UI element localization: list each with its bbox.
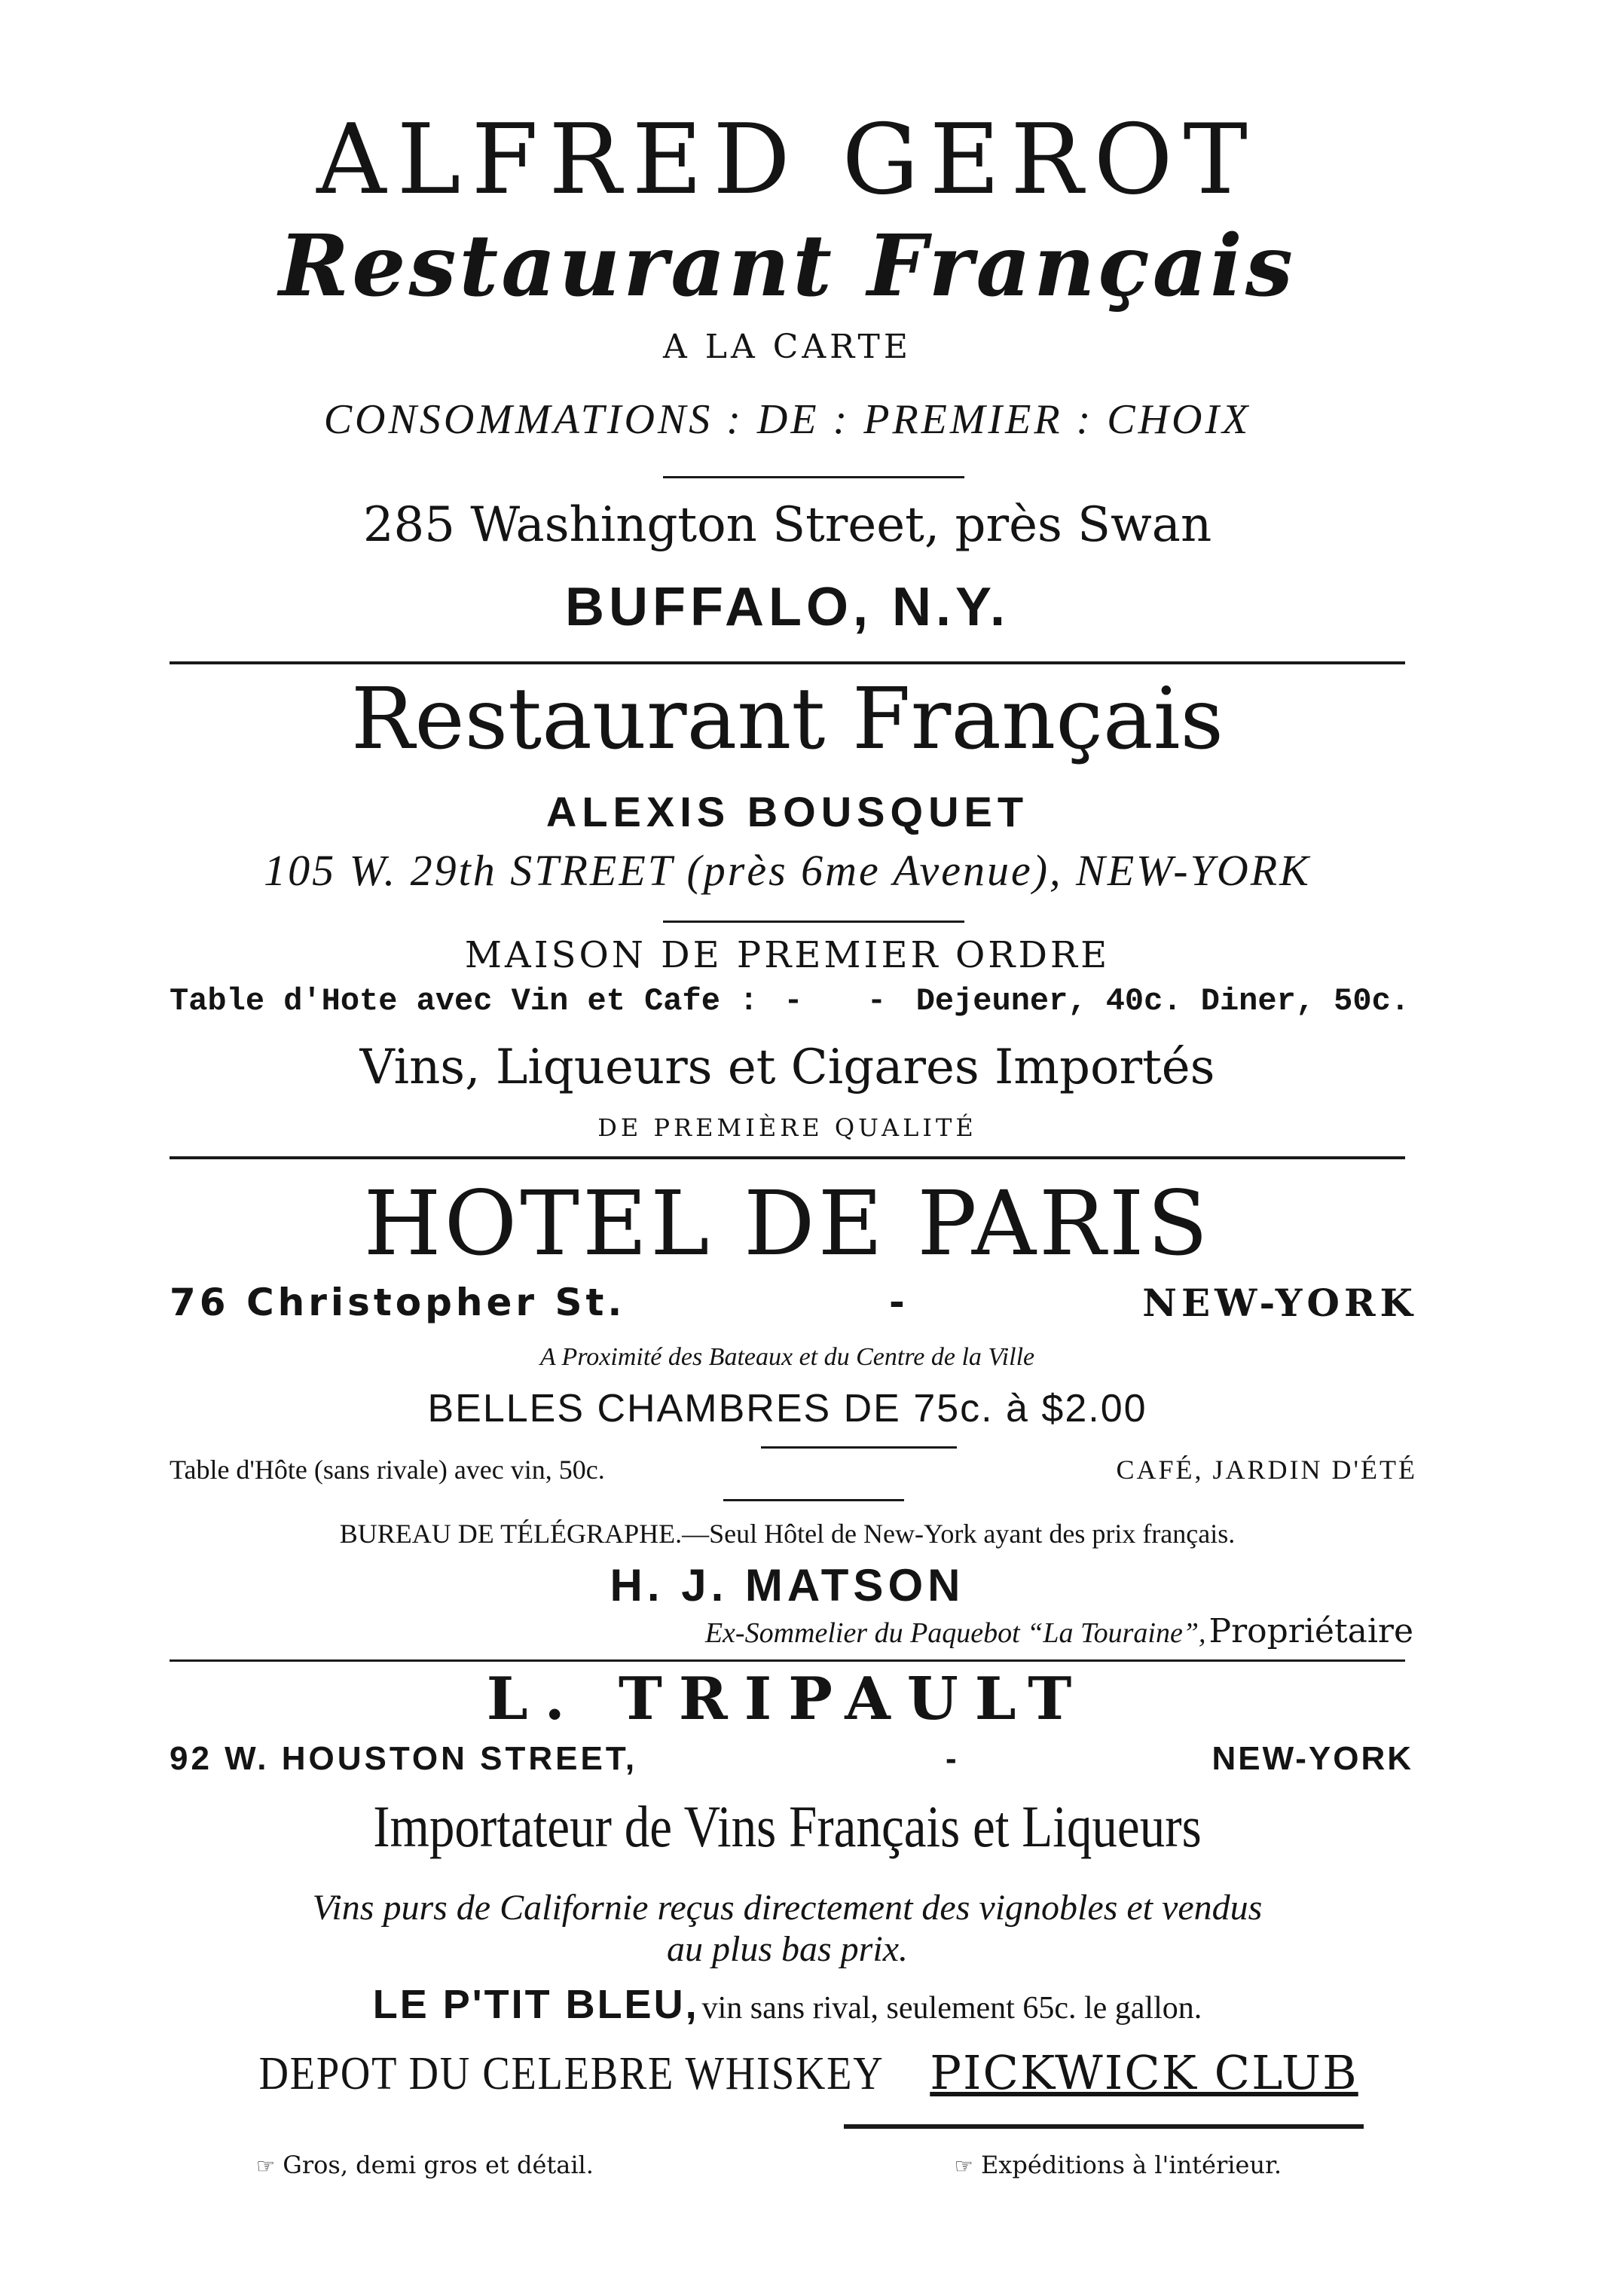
hotel-title: HOTEL DE PARIS [363, 1171, 1211, 1275]
tripault-ptit-bleu: LE P'TIT BLEU, [372, 1982, 699, 2027]
bousquet-table-dashes: - - - [701, 983, 909, 1019]
tripault-name: L. TRIPAULT [486, 1665, 1089, 1733]
tripault-ptit-bleu-text: vin sans rival, seulement 65c. le gallon. [701, 1991, 1202, 2026]
tripault-expeditions: Expéditions à l'intérieur. [980, 2151, 1282, 2179]
pointing-hand-icon: ☞ [256, 2154, 276, 2178]
divider [663, 921, 964, 923]
hotel-sommelier: Ex-Sommelier du Paquebot “La Touraine”, [704, 1617, 1206, 1649]
bousquet-table-label: Table d'Hote avec Vin et Cafe : [170, 983, 759, 1019]
tripault-californie-2: au plus bas prix. [666, 1929, 908, 1969]
section-divider [170, 661, 1405, 664]
tripault-depot: DEPOT DU CELEBRE WHISKEY [258, 2048, 885, 2099]
tripault-dash: - [946, 1740, 957, 1777]
hotel-table-hote: Table d'Hôte (sans rivale) avec vin, 50c. [170, 1455, 605, 1485]
hotel-proximite: A Proximité des Bateaux et du Centre de la Ville [539, 1343, 1035, 1371]
divider [723, 1499, 904, 1501]
bousquet-vins: Vins, Liqueurs et Cigares Importés [359, 1040, 1215, 1095]
tripault-depot-line [170, 2045, 1405, 2101]
hotel-dash: - [889, 1281, 905, 1324]
hotel-manager: H. J. MATSON [610, 1560, 965, 1611]
tripault-pickwick: PICKWICK CLUB [930, 2045, 1358, 2100]
divider [761, 1446, 957, 1449]
tripault-expeditions-line [955, 2151, 1282, 2179]
hotel-street: 76 Christopher St. [170, 1281, 626, 1324]
hotel-bureau: BUREAU DE TÉLÉGRAPHE.—Seul Hôtel de New-York ayant des prix français. [339, 1519, 1236, 1549]
bousquet-table-prices: Dejeuner, 40c. Diner, 50c. [915, 983, 1410, 1019]
bousquet-maison: MAISON DE PREMIER ORDRE [464, 934, 1111, 976]
gerot-name: ALFRED GEROT [316, 104, 1258, 216]
section-divider [170, 1156, 1405, 1159]
gerot-subtitle: Restaurant Français [279, 217, 1296, 316]
section-divider [170, 1659, 1405, 1662]
gerot-address: 285 Washington Street, près Swan [362, 497, 1212, 553]
hotel-proprietaire: Propriétaire [1208, 1612, 1413, 1650]
tripault-street: 92 W. HOUSTON STREET, [170, 1740, 638, 1777]
hotel-city: NEW-YORK [1142, 1281, 1417, 1325]
gerot-carte: A LA CARTE [662, 328, 912, 366]
tripault-importateur: Importateur de Vins Français et Liqueurs [373, 1794, 1202, 1859]
bousquet-title: Restaurant Français [350, 670, 1224, 768]
hotel-chambres: BELLES CHAMBRES DE 75c. à $2.00 [427, 1387, 1147, 1430]
gerot-city: BUFFALO, N.Y. [564, 577, 1010, 637]
hotel-sommelier-line [705, 1612, 1413, 1650]
tripault-gros-line [256, 2151, 594, 2179]
divider [844, 2124, 1364, 2129]
hotel-cafe: CAFÉ, JARDIN D'ÉTÉ [1116, 1455, 1417, 1485]
gerot-consommations: CONSOMMATIONS : DE : PREMIER : CHOIX [323, 396, 1251, 443]
tripault-californie-1: Vins purs de Californie reçus directement des vignobles et vendus [312, 1888, 1263, 1928]
tripault-gros: Gros, demi gros et détail. [283, 2151, 594, 2179]
pointing-hand-icon: ☞ [954, 2154, 973, 2178]
bousquet-owner: ALEXIS BOUSQUET [545, 788, 1029, 835]
divider [663, 476, 964, 478]
bousquet-address: 105 W. 29th STREET (près 6me Avenue), NEW-YORK [264, 846, 1311, 895]
tripault-city: NEW-YORK [1211, 1740, 1413, 1777]
bousquet-qualite: DE PREMIÈRE QUALITÉ [597, 1113, 977, 1142]
tripault-ptit-bleu-line [170, 1981, 1405, 2028]
